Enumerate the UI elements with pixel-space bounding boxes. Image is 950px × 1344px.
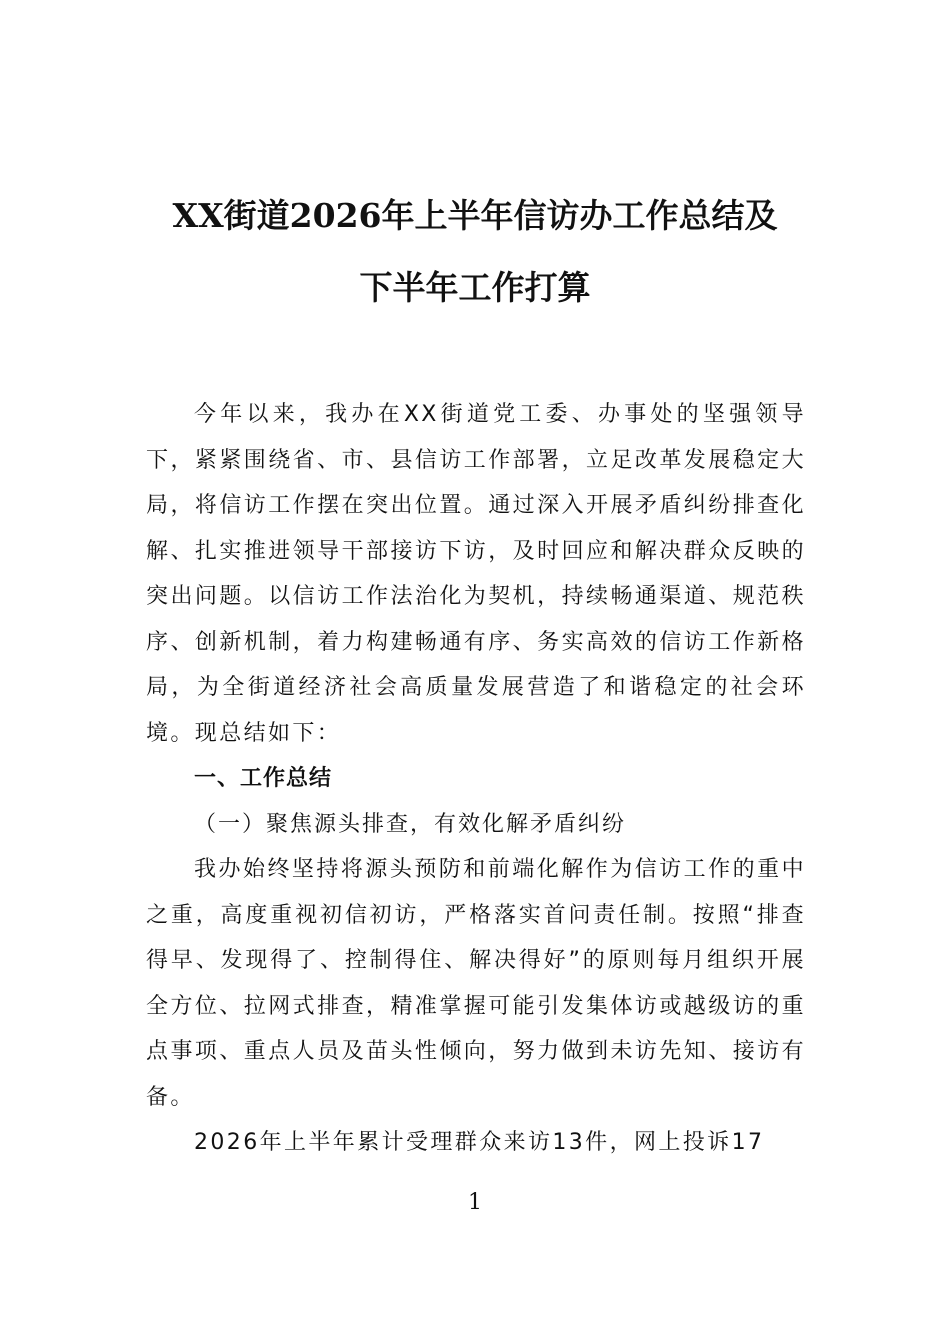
subsection-heading: （一）聚焦源头排查，有效化解矛盾纠纷 (194, 811, 627, 837)
page-number: 1 (468, 1190, 482, 1215)
document-title-line-1: XX街道2026年上半年信访办工作总结及 (172, 196, 778, 235)
body-paragraph-partial: 2026年上半年累计受理群众来访13件，网上投诉17 (194, 1130, 765, 1155)
document-body (146, 392, 806, 1166)
body-paragraph: 我办始终坚持将源头预防和前端化解作为信访工作的重中之重，高度重视初信初访，严格落实首问责任制。按照“排查得早、发现得了、控制得住、解决得好”的原则每月组织开展全方位、拉网式排查，精准掌握可能引发集体访或越级访的重点事项、重点人员及苗头性倾向，努力做到未访先知、接访有备。 (146, 857, 806, 1110)
document-title-line-2: 下半年工作打算 (359, 268, 591, 307)
intro-paragraph: 今年以来，我办在XX街道党工委、办事处的坚强领导下，紧紧围绕省、市、县信访工作部署，立足改革发展稳定大局，将信访工作摆在突出位置。通过深入开展矛盾纠纷排查化解、扎实推进领导干部接访下访，及时回应和解决群众反映的突出问题。以信访工作法治化为契机，持续畅通渠道、规范秩序、创新机制，着力构建畅通有序、务实高效的信访工作新格局，为全街道经济社会高质量发展营造了和谐稳定的社会环境。现总结如下： (146, 402, 806, 746)
section-heading: 一、工作总结 (194, 766, 333, 791)
